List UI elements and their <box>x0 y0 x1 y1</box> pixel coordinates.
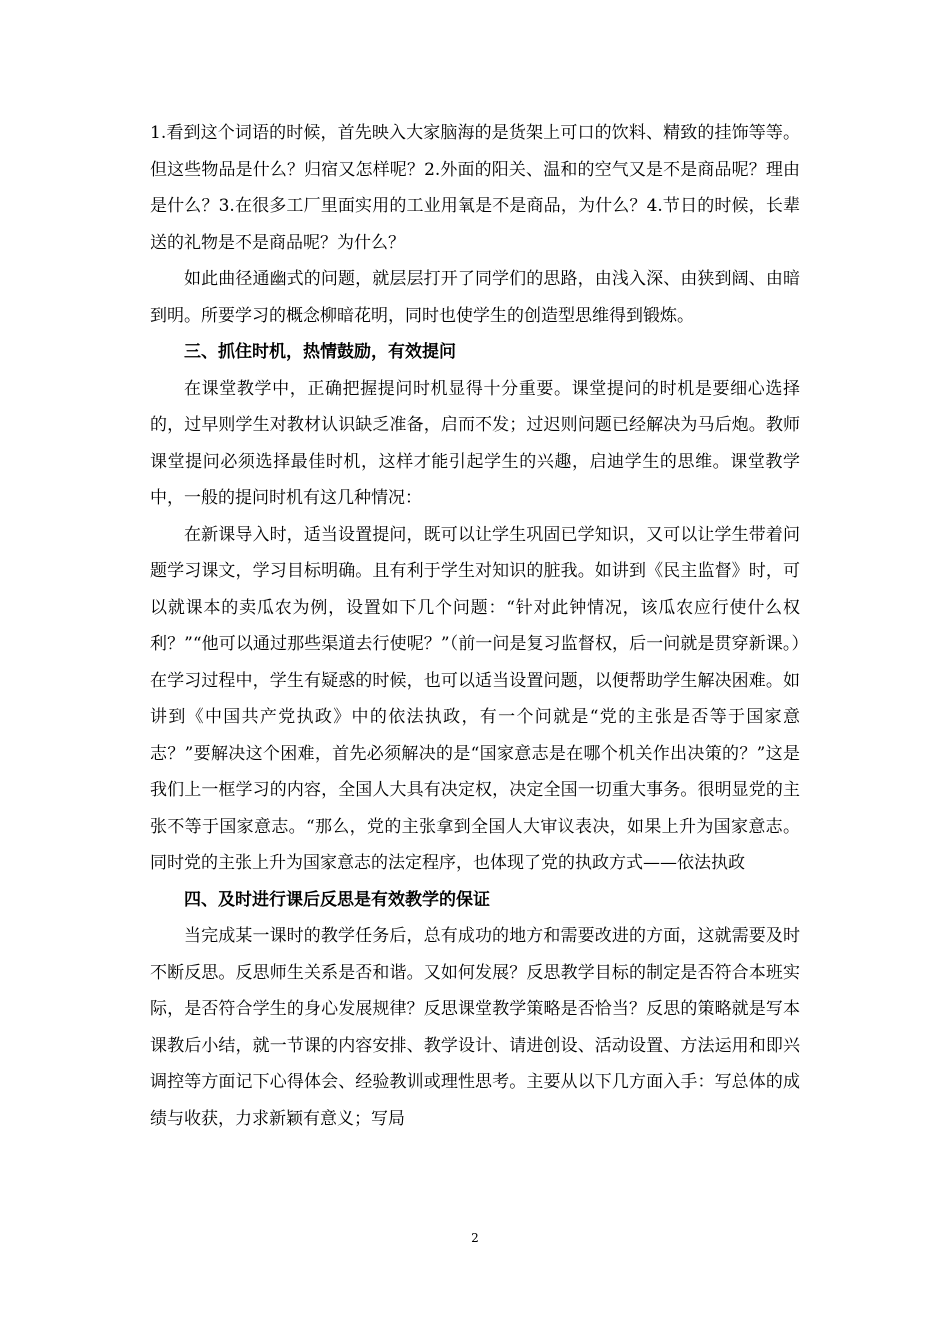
section-heading-3: 三、抓住时机，热情鼓励，有效提问 <box>184 342 456 362</box>
section-heading-4: 四、及时进行课后反思是有效教学的保证 <box>184 889 490 910</box>
paragraph-3: 在课堂教学中，正确把握提问时机显得十分重要。课堂提问的时机是要细心选择的，过早则学生对教材认识缺乏准备，启而不发；过迟则问题已经解决为马后炮。教师课堂提问必须选择最佳时机，这样才能引起学生的兴趣，启迪学生的思维。课堂教学中，一般的提问时机有这几种情况： <box>150 378 800 508</box>
paragraph-2: 如此曲径通幽式的问题，就层层打开了同学们的思路，由浅入深、由狭到阔、由暗到明。所要学习的概念柳暗花明，同时也使学生的创造型思维得到锻炼。 <box>150 269 800 326</box>
document-body <box>150 115 800 1137</box>
page-number: 2 <box>471 1231 479 1245</box>
paragraph-1: 1.看到这个词语的时候，首先映入大家脑海的是货架上可口的饮料、精致的挂饰等等。但这些物品是什么？归宿又怎样呢？2.外面的阳关、温和的空气又是不是商品呢？理由是什么？3.在很多工厂里面实用的工业用氧是不是商品，为什么？4.节日的时候，长辈送的礼物是不是商品呢？为什么？ <box>150 123 800 253</box>
paragraph-5: 当完成某一课时的教学任务后，总有成功的地方和需要改进的方面，这就需要及时不断反思。反思师生关系是否和谐。又如何发展？反思教学目标的制定是否符合本班实际，是否符合学生的身心发展规律？反思课堂教学策略是否恰当？反思的策略就是写本课教后小结，就一节课的内容安排、教学设计、请进创设、活动设置、方法运用和即兴调控等方面记下心得体会、经验教训或理性思考。主要从以下几方面入手：写总体的成绩与收获，力求新颖有意义；写局 <box>150 926 800 1129</box>
paragraph-4: 在新课导入时，适当设置提问，既可以让学生巩固已学知识，又可以让学生带着问题学习课文，学习目标明确。且有利于学生对知识的脏我。如讲到《民主监督》时，可以就课本的卖瓜农为例，设置如下几个问题：“针对此钟情况，该瓜农应行使什么权利？”“他可以通过那些渠道去行使呢？”（前一问是复习监督权，后一问就是贯穿新课。）在学习过程中，学生有疑惑的时候，也可以适当设置问题，以便帮助学生解决困难。如讲到《中国共产党执政》中的依法执政，有一个问就是“党的主张是否等于国家意志？”要解决这个困难，首先必须解决的是“国家意志是在哪个机关作出决策的？”这是我们上一框学习的内容，全国人大具有决定权，决定全国一切重大事务。很明显党的主张不等于国家意志。“那么，党的主张拿到全国人大审议表决，如果上升为国家意志。同时党的主张上升为国家意志的法定程序，也体现了党的执政方式——依法执政 <box>150 524 800 873</box>
